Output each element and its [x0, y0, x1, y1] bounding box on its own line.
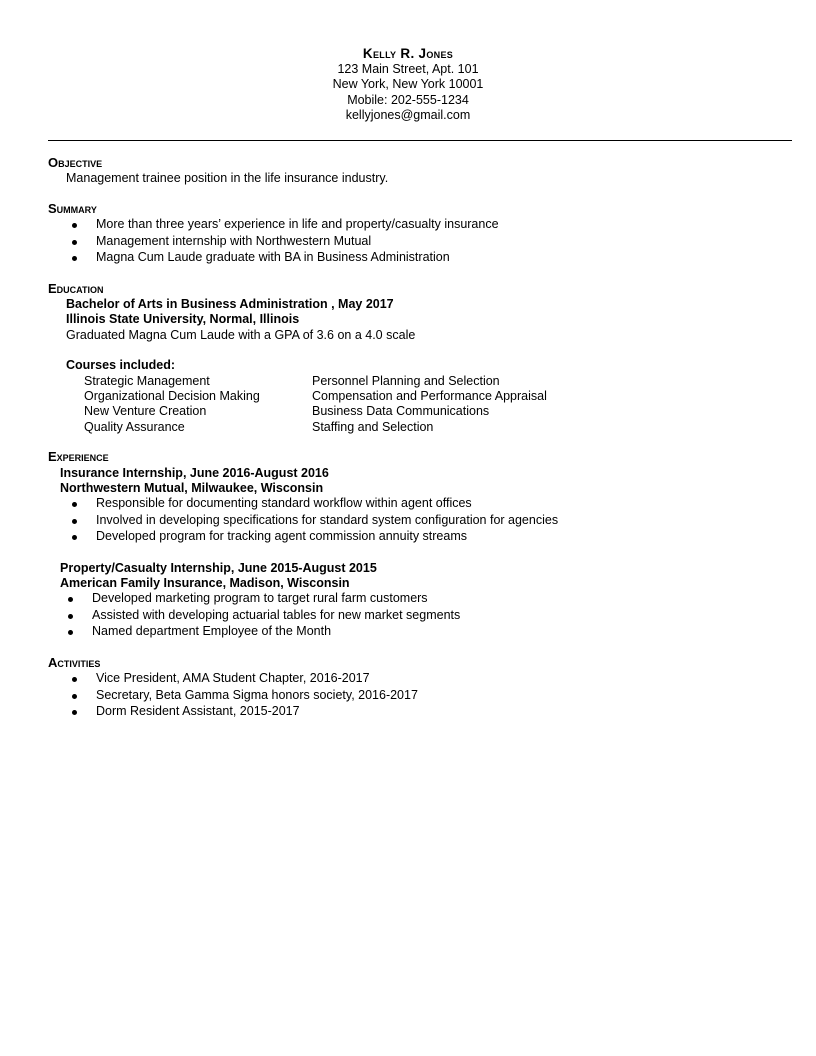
- job-duty-text: Assisted with developing actuarial tables for new market segments: [92, 608, 461, 622]
- honors: Graduated Magna Cum Laude with a GPA of 3.6 on a 4.0 scale: [66, 328, 416, 342]
- bullet-icon: [72, 240, 77, 245]
- activity-item-text: Vice President, AMA Student Chapter, 2016-2017: [96, 671, 370, 685]
- job-company: Northwestern Mutual, Milwaukee, Wisconsin: [60, 481, 324, 495]
- activity-item-text: Dorm Resident Assistant, 2015-2017: [96, 704, 300, 718]
- bullet-icon: [72, 256, 77, 261]
- bullet-icon: [68, 614, 73, 619]
- course-item: Strategic Management: [84, 374, 210, 388]
- job-duty-text: Developed marketing program to target rural farm customers: [92, 591, 428, 605]
- bullet-icon: [72, 535, 77, 540]
- job-duty-text: Involved in developing specifications for standard system configuration for agencies: [96, 513, 559, 527]
- course-item: Compensation and Performance Appraisal: [312, 389, 547, 403]
- course-item: Staffing and Selection: [312, 420, 434, 434]
- bullet-icon: [72, 223, 77, 228]
- education-heading: Education: [48, 281, 104, 296]
- school: Illinois State University, Normal, Illinois: [66, 312, 300, 326]
- candidate-name: Kelly R. Jones: [362, 46, 454, 61]
- bullet-icon: [72, 519, 77, 524]
- course-item: Personnel Planning and Selection: [312, 374, 500, 388]
- bullet-icon: [68, 630, 73, 635]
- course-item: Organizational Decision Making: [84, 389, 260, 403]
- job-role: Property/Casualty Internship, June 2015-August 2015: [60, 561, 377, 575]
- summary-item-text: Management internship with Northwestern Mutual: [96, 234, 372, 248]
- bullet-icon: [68, 597, 73, 602]
- course-item: New Venture Creation: [84, 404, 207, 418]
- degree: Bachelor of Arts in Business Administration , May 2017: [66, 297, 394, 311]
- course-item: Business Data Communications: [312, 404, 490, 418]
- experience-heading: Experience: [48, 449, 109, 464]
- courses-label: Courses included:: [66, 358, 176, 372]
- job-duty-text: Developed program for tracking agent commission annuity streams: [96, 529, 468, 543]
- job-company: American Family Insurance, Madison, Wisconsin: [60, 576, 350, 590]
- resume-header: [0, 46, 816, 124]
- activity-item-text: Secretary, Beta Gamma Sigma honors society, 2016-2017: [96, 688, 418, 702]
- email-address: kellyjones@gmail.com: [345, 108, 471, 122]
- phone-number: Mobile: 202-555-1234: [347, 92, 469, 107]
- address-line-1: 123 Main Street, Apt. 101: [337, 61, 479, 76]
- summary-item-text: Magna Cum Laude graduate with BA in Business Administration: [96, 250, 450, 264]
- job-role: Insurance Internship, June 2016-August 2016: [60, 466, 329, 480]
- header-divider: [48, 140, 792, 141]
- bullet-icon: [72, 677, 77, 682]
- job-duty-text: Named department Employee of the Month: [92, 624, 332, 638]
- course-item: Quality Assurance: [84, 420, 185, 434]
- address-line-2: New York, New York 10001: [332, 77, 484, 91]
- objective-text: Management trainee position in the life insurance industry.: [66, 171, 389, 185]
- summary-heading: Summary: [48, 201, 97, 216]
- summary-item-text: More than three years’ experience in life and property/casualty insurance: [96, 217, 499, 231]
- activities-heading: Activities: [48, 655, 101, 670]
- bullet-icon: [72, 694, 77, 699]
- bullet-icon: [72, 502, 77, 507]
- bullet-icon: [72, 710, 77, 715]
- job-duty-text: Responsible for documenting standard workflow within agent offices: [96, 496, 472, 510]
- objective-heading: Objective: [48, 155, 103, 170]
